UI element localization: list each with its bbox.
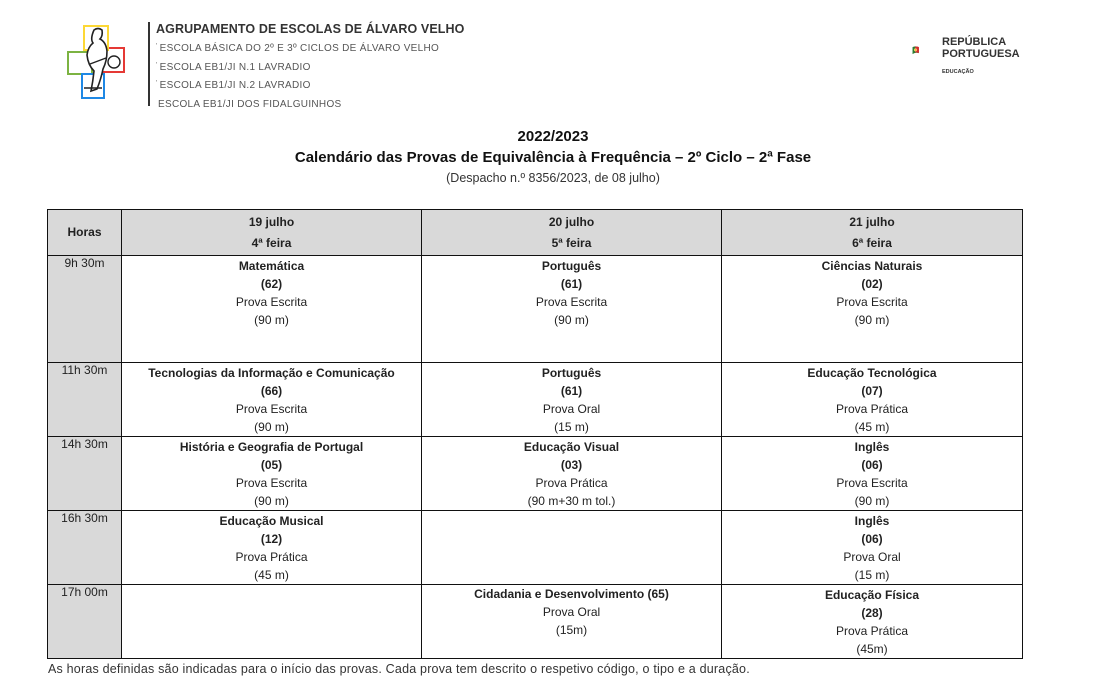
exam-subject: Inglês <box>854 514 890 528</box>
exam-code: (02) <box>861 277 883 291</box>
exam-duration: (45m) <box>856 642 888 656</box>
time-cell: 17h 00m <box>48 585 122 659</box>
exam-cell <box>422 585 722 659</box>
footer-note: As horas definidas são indicadas para o início das provas. Cada prova tem descrito o respetivo código, o tipo e a duração. <box>48 662 750 676</box>
exam-subject: Matemática <box>238 259 305 273</box>
exam-calendar-table <box>47 209 1023 659</box>
school-line: ' ESCOLA EB1/JI N.2 LAVRADIO <box>156 80 311 91</box>
exam-cell <box>722 256 1023 363</box>
table-row <box>48 437 1023 511</box>
exam-duration: (90 m) <box>254 313 289 327</box>
exam-subject: Educação Visual <box>523 440 620 454</box>
exam-type: Prova Oral <box>843 550 901 564</box>
empty-cell <box>122 585 422 659</box>
exam-duration: (90 m) <box>854 313 890 327</box>
school-line: ESCOLA EB1/JI DOS FIDALGUINHOS <box>158 98 342 110</box>
exam-code: (28) <box>861 606 883 620</box>
table-row <box>48 585 1023 659</box>
table-row <box>48 363 1023 437</box>
exam-cell <box>722 363 1023 437</box>
exam-code: (61) <box>560 384 583 398</box>
exam-code: (07) <box>861 384 883 398</box>
school-line: ' ESCOLA BÁSICA DO 2º E 3º CICLOS DE ÁLVARO VELHO <box>156 43 440 54</box>
exam-subject: Inglês <box>854 440 890 454</box>
page-title: Calendário das Provas de Equivalência à Frequência – 2º Ciclo – 2ª Fase <box>294 149 812 166</box>
exam-duration: (90 m) <box>254 494 289 508</box>
exam-code: (05) <box>260 458 283 472</box>
exam-subject: História e Geografia de Portugal <box>179 440 364 454</box>
exam-type: Prova Escrita <box>235 476 308 490</box>
empty-cell <box>422 511 722 585</box>
exam-type: Prova Oral <box>542 402 601 416</box>
column-header-horas: Horas <box>48 210 122 256</box>
exam-cell <box>722 585 1023 659</box>
exam-code: (06) <box>861 532 883 546</box>
despacho-reference: (Despacho n.º 8356/2023, de 08 julho) <box>446 171 660 185</box>
exam-duration: (90 m) <box>254 420 289 434</box>
exam-subject: Cidadania e Desenvolvimento (65) <box>474 587 669 601</box>
exam-type: Prova Escrita <box>836 476 908 490</box>
time-cell: 16h 30m <box>48 511 122 585</box>
title-block <box>0 127 1106 187</box>
gov-logo-text: REPÚBLICA PORTUGUESA <box>942 36 1020 60</box>
exam-duration: (45 m) <box>854 420 890 434</box>
column-header-day: 21 julho 6ª feira <box>722 210 1023 256</box>
exam-cell <box>422 363 722 437</box>
time-cell: 11h 30m <box>48 363 122 437</box>
exam-cell <box>122 256 422 363</box>
exam-cell <box>122 363 422 437</box>
exam-subject: Tecnologias da Informação e Comunicação <box>148 366 395 380</box>
exam-cell <box>122 511 422 585</box>
exam-subject: Português <box>541 259 602 273</box>
exam-type: Prova Prática <box>535 476 608 490</box>
exam-subject: Educação Tecnológica <box>807 366 937 380</box>
time-cell: 9h 30m <box>48 256 122 363</box>
time-cell: 14h 30m <box>48 437 122 511</box>
exam-duration: (90 m) <box>854 494 890 508</box>
exam-type: Prova Prática <box>835 624 909 638</box>
exam-type: Prova Escrita <box>836 295 908 309</box>
table-row <box>48 511 1023 585</box>
exam-type: Prova Escrita <box>535 295 608 309</box>
table-row <box>48 256 1023 363</box>
exam-code: (06) <box>861 458 883 472</box>
exam-code: (03) <box>560 458 583 472</box>
exam-cell <box>722 511 1023 585</box>
exam-cell <box>422 256 722 363</box>
exam-type: Prova Prática <box>835 402 909 416</box>
exam-duration: (15 m) <box>554 420 589 434</box>
exam-duration: (15m) <box>555 623 588 637</box>
table-header-row <box>48 210 1023 256</box>
exam-code: (61) <box>560 277 583 291</box>
exam-code: (62) <box>260 277 283 291</box>
exam-code: (66) <box>260 384 283 398</box>
exam-cell <box>122 437 422 511</box>
exam-type: Prova Oral <box>542 605 601 619</box>
exam-type: Prova Prática <box>235 550 308 564</box>
republica-portuguesa-logo <box>912 36 942 68</box>
exam-duration: (90 m+30 m tol.) <box>527 494 616 508</box>
exam-duration: (90 m) <box>554 313 589 327</box>
school-year: 2022/2023 <box>517 128 589 145</box>
exam-cell <box>422 437 722 511</box>
header-divider <box>148 22 150 106</box>
exam-subject: Ciências Naturais <box>821 259 923 273</box>
gov-logo-subtext: EDUCAÇÃO <box>942 69 974 75</box>
exam-code: (12) <box>260 532 283 546</box>
exam-duration: (45 m) <box>254 568 289 582</box>
exam-duration: (15 m) <box>854 568 890 582</box>
exam-subject: Educação Musical <box>219 514 324 528</box>
column-header-day: 19 julho 4ª feira <box>122 210 422 256</box>
exam-type: Prova Escrita <box>235 402 308 416</box>
org-name: AGRUPAMENTO DE ESCOLAS DE ÁLVARO VELHO <box>156 22 465 36</box>
exam-subject: Educação Física <box>824 588 920 602</box>
school-line: ' ESCOLA EB1/JI N.1 LAVRADIO <box>156 61 311 73</box>
school-logo <box>66 24 128 100</box>
exam-subject: Português <box>541 366 602 380</box>
exam-cell <box>722 437 1023 511</box>
column-header-day: 20 julho 5ª feira <box>422 210 722 256</box>
school-header <box>156 22 464 113</box>
exam-type: Prova Escrita <box>235 295 308 309</box>
